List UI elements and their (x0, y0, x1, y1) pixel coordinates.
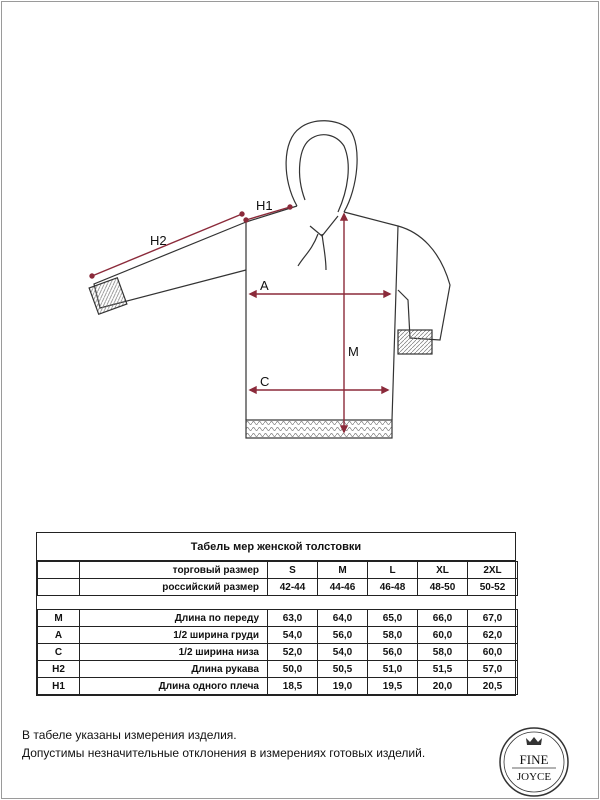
note-line: В табеле указаны измерения изделия. (22, 728, 237, 742)
note-line: Допустимы незначительные отклонения в измерениях готовых изделий. (22, 746, 426, 760)
measure-value: 62,0 (468, 627, 518, 644)
measure-label: Длина одного плеча (80, 678, 268, 695)
measure-code: C (38, 644, 80, 661)
measure-label: 1/2 ширина груди (80, 627, 268, 644)
measure-value: 56,0 (368, 644, 418, 661)
empty-cell (38, 579, 80, 596)
gap-cell (468, 596, 518, 610)
measure-value: 66,0 (418, 610, 468, 627)
dim-label-h1: H1 (256, 198, 273, 213)
measure-value: 57,0 (468, 661, 518, 678)
measure-code: H1 (38, 678, 80, 695)
measure-value: 19,5 (368, 678, 418, 695)
dimension-lines (90, 205, 390, 432)
dim-label-a: A (260, 278, 269, 293)
header-value: 46-48 (368, 579, 418, 596)
measure-value: 51,0 (368, 661, 418, 678)
dim-label-c: C (260, 374, 270, 389)
header-value: 48-50 (418, 579, 468, 596)
measure-value: 60,0 (468, 644, 518, 661)
logo-text-fine: FINE (519, 752, 549, 767)
measure-code: M (38, 610, 80, 627)
measure-value: 54,0 (318, 644, 368, 661)
header-value: L (368, 562, 418, 579)
header-label: торговый размер (80, 562, 268, 579)
table-row (38, 627, 518, 644)
measure-value: 58,0 (418, 644, 468, 661)
header-value: 2XL (468, 562, 518, 579)
gap-cell (368, 596, 418, 610)
header-value: 50-52 (468, 579, 518, 596)
gap-cell (318, 596, 368, 610)
table-row (38, 678, 518, 695)
measure-value: 50,5 (318, 661, 368, 678)
table-row (38, 661, 518, 678)
table-header-row (38, 579, 518, 596)
measure-value: 64,0 (318, 610, 368, 627)
table-row (38, 644, 518, 661)
table-gap-row (38, 596, 518, 610)
gap-cell (80, 596, 268, 610)
measure-code: H2 (38, 661, 80, 678)
gap-cell (38, 596, 80, 610)
measure-label: Длина по переду (80, 610, 268, 627)
header-value: 44-46 (318, 579, 368, 596)
header-value: M (318, 562, 368, 579)
measure-value: 20,0 (418, 678, 468, 695)
measure-value: 52,0 (268, 644, 318, 661)
size-grid (37, 561, 518, 695)
measure-label: Длина рукава (80, 661, 268, 678)
measure-value: 67,0 (468, 610, 518, 627)
header-value: 42-44 (268, 579, 318, 596)
gap-cell (268, 596, 318, 610)
measure-value: 54,0 (268, 627, 318, 644)
empty-cell (38, 562, 80, 579)
dim-label-m: M (348, 344, 359, 359)
measure-value: 58,0 (368, 627, 418, 644)
table-row (38, 610, 518, 627)
measure-value: 65,0 (368, 610, 418, 627)
measure-value: 60,0 (418, 627, 468, 644)
table-title: Табель мер женской толстовки (37, 533, 515, 561)
measure-value: 51,5 (418, 661, 468, 678)
dim-label-h2: H2 (150, 233, 167, 248)
measure-value: 19,0 (318, 678, 368, 695)
measure-value: 20,5 (468, 678, 518, 695)
measure-value: 50,0 (268, 661, 318, 678)
measure-code: A (38, 627, 80, 644)
fine-joyce-logo (498, 726, 570, 798)
header-value: S (268, 562, 318, 579)
notes (22, 726, 425, 762)
logo-text-joyce: JOYCE (516, 771, 552, 783)
gap-cell (418, 596, 468, 610)
measure-label: 1/2 ширина низа (80, 644, 268, 661)
header-label: российский размер (80, 579, 268, 596)
measure-value: 18,5 (268, 678, 318, 695)
header-value: XL (418, 562, 468, 579)
measure-value: 63,0 (268, 610, 318, 627)
measure-value: 56,0 (318, 627, 368, 644)
size-table (36, 532, 516, 696)
table-header-row (38, 562, 518, 579)
